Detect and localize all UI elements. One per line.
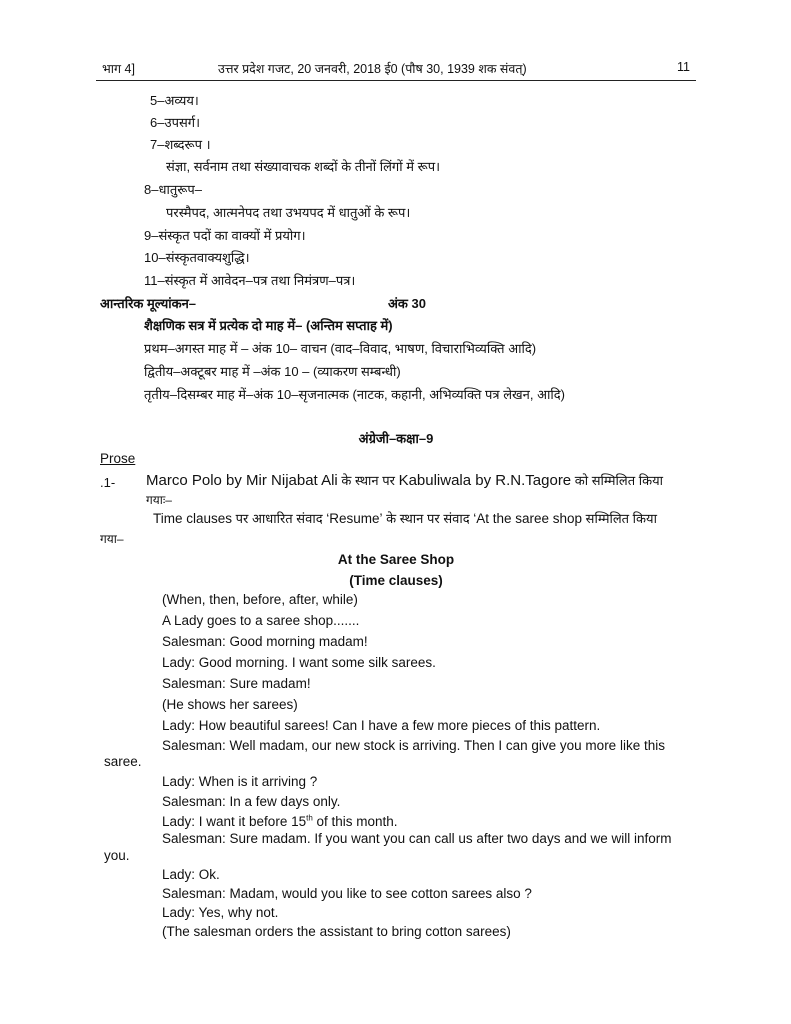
connector-text: के स्थान पर bbox=[337, 473, 399, 488]
dialogue-line: Salesman: In a few days only. bbox=[162, 794, 341, 809]
header-part-label: भाग 4] bbox=[102, 62, 135, 76]
dialogue-title: At the Saree Shop bbox=[337, 552, 455, 567]
header-gazette-title: उत्तर प्रदेश गजट, 20 जनवरी, 2018 ई0 (पौष 30, 1939 शक संवत्) bbox=[218, 62, 527, 76]
assessment-second: द्वितीय–अक्टूबर माह में –अंक 10 – (व्याकरण सम्बन्धी) bbox=[144, 364, 401, 379]
dialogue-line bbox=[162, 813, 398, 831]
dialogue-line: (When, then, before, after, while) bbox=[162, 592, 358, 607]
assessment-first: प्रथम–अगस्त माह में – अंक 10– वाचन (वाद–विवाद, भाषण, विचाराभिव्यक्ति आदि) bbox=[144, 341, 537, 356]
dialogue-line-cont: saree. bbox=[104, 754, 142, 769]
list-item: 7–शब्दरूप । bbox=[150, 137, 211, 152]
dialogue-subtitle: (Time clauses) bbox=[349, 573, 443, 588]
en-text: Time clauses bbox=[153, 511, 233, 526]
list-item-detail: परस्मैपद, आत्मनेपद तथा उभयपद में धातुओं के रूप। bbox=[166, 205, 411, 220]
dialogue-line: Lady: Ok. bbox=[162, 867, 220, 882]
connector-text: के स्थान पर संवाद bbox=[382, 511, 474, 526]
internal-assessment-subtitle: शैक्षणिक सत्र में प्रत्येक दो माह में– (अन्तिम सप्ताह में) bbox=[144, 318, 393, 333]
dialogue-line: Lady: How beautiful sarees! Can I have a few more pieces of this pattern. bbox=[162, 718, 601, 733]
dialogue-line: (The salesman orders the assistant to bring cotton sarees) bbox=[162, 924, 511, 939]
dialogue-text: Lady: I want it before 15 bbox=[162, 814, 307, 829]
list-item-detail: संज्ञा, सर्वनाम तथा संख्यावाचक शब्दों के तीनों लिंगों में रूप। bbox=[166, 159, 441, 174]
item-number: .1- bbox=[100, 475, 116, 490]
connector-text: पर आधारित संवाद bbox=[232, 511, 327, 526]
header-page-number: 11 bbox=[677, 60, 690, 74]
connector-text: सम्मिलित किया bbox=[582, 511, 657, 526]
prose-item-1 bbox=[146, 472, 663, 490]
internal-assessment-title: आन्तरिक मूल्यांकन– bbox=[100, 296, 197, 311]
list-item: 8–धातुरूप– bbox=[144, 182, 202, 197]
dialogue-line: A Lady goes to a saree shop....... bbox=[162, 613, 360, 628]
assessment-third: तृतीय–दिसम्बर माह में–अंक 10–सृजनात्मक (नाटक, कहानी, अभिव्यक्ति पत्र लेखन, आदि) bbox=[144, 387, 565, 402]
header-rule bbox=[96, 80, 696, 81]
list-item: 9–संस्कृत पदों का वाक्यों में प्रयोग। bbox=[144, 228, 306, 243]
en-text: ‘At the saree shop bbox=[473, 511, 583, 526]
old-lesson: Marco Polo by Mir Nijabat Ali bbox=[146, 472, 338, 489]
en-text: ‘Resume’ bbox=[326, 511, 383, 526]
dialogue-line: Lady: Yes, why not. bbox=[162, 905, 279, 920]
dialogue-line: Salesman: Well madam, our new stock is arriving. Then I can give you more like this bbox=[162, 738, 665, 753]
list-item: 11–संस्कृत में आवेदन–पत्र तथा निमंत्रण–पत्र। bbox=[144, 273, 356, 288]
dialogue-line: Salesman: Madam, would you like to see cotton sarees also ? bbox=[162, 886, 532, 901]
english-section-title: अंग्रेजी–कक्षा–9 bbox=[358, 431, 434, 446]
dialogue-text: of this month. bbox=[312, 814, 398, 829]
dialogue-line: Salesman: Good morning madam! bbox=[162, 634, 368, 649]
dialogue-line: Lady: Good morning. I want some silk sarees. bbox=[162, 655, 436, 670]
prose-heading: Prose bbox=[100, 451, 136, 466]
list-item: 6–उपसर्ग। bbox=[150, 115, 201, 130]
dialogue-line: Salesman: Sure madam! bbox=[162, 676, 311, 691]
list-item: 10–संस्कृतवाक्यशुद्धि। bbox=[144, 250, 250, 265]
dialogue-line: Salesman: Sure madam. If you want you can call us after two days and we will inform bbox=[162, 831, 672, 846]
connector-text: को सम्मिलित किया bbox=[571, 473, 664, 488]
dialogue-line-cont: you. bbox=[104, 848, 130, 863]
new-lesson: Kabuliwala by R.N.Tagore bbox=[398, 472, 572, 489]
prose-item-1-cont: गयाः– bbox=[146, 493, 172, 507]
list-item: 5–अव्यय। bbox=[150, 93, 199, 108]
time-clause-line-cont: गया– bbox=[100, 532, 124, 546]
page-header bbox=[96, 60, 696, 80]
ordinal-suffix: th bbox=[306, 813, 313, 823]
internal-assessment-marks: अंक 30 bbox=[388, 296, 426, 311]
dialogue-line: Lady: When is it arriving ? bbox=[162, 774, 318, 789]
dialogue-line: (He shows her sarees) bbox=[162, 697, 298, 712]
time-clause-line bbox=[153, 510, 657, 528]
